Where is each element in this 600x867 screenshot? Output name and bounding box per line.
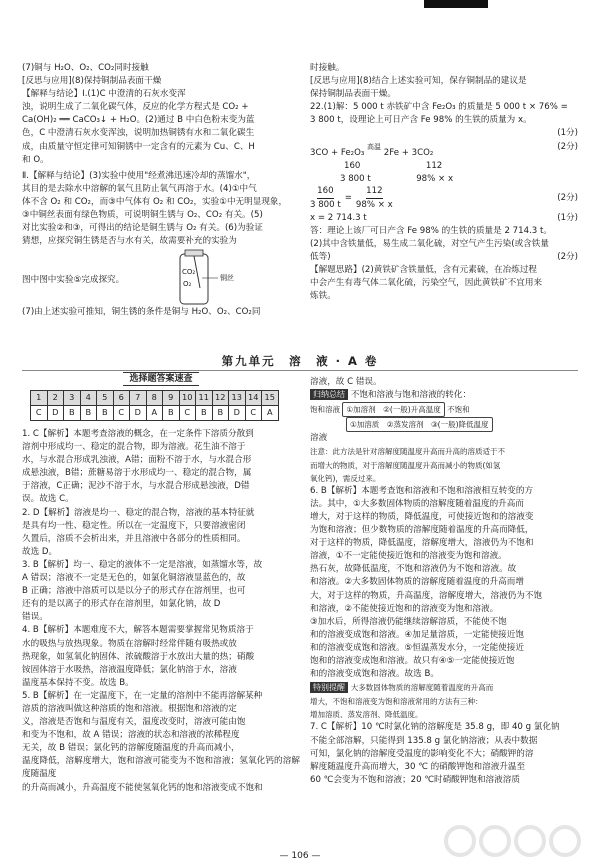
mass-3800: 3 800 t: [340, 173, 371, 184]
answer-letter-cell: B: [212, 406, 229, 421]
text-line: 和的溶液变成饱和溶液。④加足量溶质，一定能使接近饱: [310, 629, 524, 640]
text-line: 体不含 O₂ 和 CO₂，而③中气体有 O₂ 和 CO₂，实验①中无明显现象，: [22, 196, 288, 207]
text-line: 浊，说明生成了二氧化碳气体，反应的化学方程式是 CO₂ +: [22, 102, 249, 113]
tip-line: 大多数固体物质的溶解度随着温度的升高而: [350, 683, 494, 693]
text-line: 热石灰，故降低温度，不饱和溶液仍为不饱和溶液。故: [310, 564, 517, 575]
equation-row: [310, 141, 578, 160]
text-line: B 正确；溶液中溶质可以是以分子的形式存在溶剂里，也可: [22, 586, 246, 597]
fraction-num: 112: [366, 185, 382, 199]
text-line: 溶液: [310, 433, 328, 444]
score: (2分): [557, 193, 578, 204]
answer-number-cell: 9: [163, 391, 180, 406]
answer-number-cell: 8: [146, 391, 163, 406]
text-line: 义，溶液是否饱和与温度有关，温度改变时，溶液可能由饱: [22, 717, 246, 728]
answer-number-cell: 2: [47, 391, 64, 406]
answer-number-cell: 7: [130, 391, 147, 406]
experiment-figure-row: [22, 248, 300, 306]
text-line: 增大，对于这样的物质，降低温度，可使接近饱和的溶液变: [310, 511, 534, 522]
text-line: 解度随温度升高而增大，30 ℃ 的硝酸钾饱和溶液升温至: [310, 761, 526, 772]
text-line: 3 800 t，设理论上可日产含 Fe 98% 的生铁的质量为 x。: [310, 115, 532, 126]
text-line: 溶剂中形成均一、稳定的混合物，即为溶液。花生油不溶于: [22, 442, 246, 453]
conversion-right: 不饱和: [447, 405, 470, 415]
answer-number-cell: 5: [97, 391, 114, 406]
figure-label-o2: O₂: [183, 280, 192, 289]
divider: [22, 370, 578, 371]
text-line: 成，由质量守恒定律可知铜锈中一定含有的元素为 Cu、C、H: [22, 141, 255, 152]
text-line: 温度基本保持不变。故选 B。: [22, 677, 134, 688]
text-line: 6. B【解析】本题考查饱和溶液和不饱和溶液相互转变的方: [310, 485, 534, 496]
answer-number-cell: 12: [212, 391, 229, 406]
fraction-num: 160: [317, 185, 333, 199]
mass-x: 98% × x: [416, 173, 454, 184]
text-line: 对比实验②和③，可得出的结论是铜生锈与 O₂ 有关。(6)为验证: [22, 223, 263, 234]
text-line: 1. C【解析】本题考查溶液的概念，在一定条件下溶质分散到: [22, 429, 254, 439]
text-line: 时接触。: [310, 63, 345, 73]
text-line: [310, 160, 578, 173]
answer-letter-cell: B: [64, 406, 81, 421]
answer-letter-cell: D: [47, 406, 64, 421]
answer-number-cell: 4: [80, 391, 97, 406]
fraction-den: 3 800 t: [310, 200, 341, 211]
text-line: 误。故选 C。: [22, 494, 74, 505]
text-line: 无关，故 B 错误；氯化钙的溶解度随温度的升高而减小，: [22, 743, 240, 754]
text-line: 还有的是以离子的形式存在溶剂里，如氯化钠，故 D: [22, 599, 221, 610]
note-line: 而增大的物质，对于溶解度随温度升高而减小的物质(如氢: [310, 460, 501, 470]
answer-number-cell: 6: [113, 391, 130, 406]
note-line: 氧化钙)，需反过来。: [310, 473, 381, 483]
answer-letter-cell: B: [163, 406, 180, 421]
figure-label-co2: CO₂: [182, 268, 196, 277]
text-line: 于溶液，C正确；泥沙不溶于水，与水混合形成悬浊液，D错: [22, 481, 250, 492]
text-line: 【解题思路】(2)黄铁矿含铁量低，含有元素硫，在冶炼过程: [310, 265, 538, 276]
mass-160: 160: [344, 160, 361, 171]
text-line: Ⅱ.【解释与结论】(3)实验中使用"经煮沸迅速冷却的蒸馏水"，: [22, 170, 256, 181]
text-line: 其目的是去除水中溶解的氧气且防止氧气再溶于水。(4)①中气: [22, 183, 257, 194]
text-line: [310, 173, 578, 186]
right-column-top: [310, 62, 578, 304]
text-line: 久置后，溶质不会析出来，并且溶液中各部分的性质相同。: [22, 533, 246, 544]
text-line: ③加水后，所得溶液仍能继续溶解溶质，不能使不饱: [310, 616, 507, 627]
text-line: 和溶液，②不能使接近饱和的溶液变为饱和溶液。: [310, 603, 499, 614]
text-line: 热现象，如氢氧化钠固体、浓硫酸溶于水放出大量的热；硝酸: [22, 651, 255, 662]
unit-title: 第九单元 溶 液 · A 卷: [221, 354, 379, 368]
answer-letter-cell: B: [196, 406, 213, 421]
text-line: 水，与水混合形成乳浊液，A错；面粉不溶于水，与水混合形: [22, 455, 252, 466]
answer-number-cell: 1: [31, 391, 48, 406]
summary-badge: 归纳总结: [310, 389, 348, 400]
page-number: — 106 —: [279, 851, 321, 861]
score: (2分): [557, 141, 578, 152]
score: (1分): [557, 212, 578, 223]
text-line: (7)由上述实验可推知，铜生锈的条件是铜与 H₂O、O₂、CO₂同: [22, 307, 261, 318]
tip-line: 增大，不饱和溶液变为饱和溶液常用的方法有三种：: [310, 697, 483, 707]
text-line: [310, 402, 578, 417]
conversion-back: ①加溶质 ②蒸发溶剂 ③(一般)降低温度: [346, 417, 493, 432]
answer-letter-cell: C: [31, 406, 48, 421]
text-line: 色，C 中澄清石灰水变浑浊，说明加热铜锈有水和二氧化碳生: [22, 128, 255, 139]
text-line: 2. D【解析】溶液是均一、稳定的混合物，溶液的基本特征就: [22, 507, 255, 518]
text-line: 溶液，①不一定能使接近饱和的溶液变为饱和溶液。: [310, 551, 507, 562]
answer-letter-cell: C: [245, 406, 262, 421]
answer-letter-cell: D: [130, 406, 147, 421]
answer-table-title-text: 选择题答案速查: [123, 372, 198, 386]
text-line: [310, 389, 578, 402]
answer-number-cell: 3: [64, 391, 81, 406]
text-line: 低等): [310, 252, 331, 263]
text-line: 22.(1)解：5 000 t 赤铁矿中含 Fe₂O₃ 的质量是 5 000 t × 76% =: [310, 102, 568, 113]
answer-table-title: [22, 373, 300, 386]
text-line: 可知，氯化钠的溶解度受温度的影响变化不大；硝酸钾的溶: [310, 748, 534, 759]
text-line: (7)铜与 H₂O、O₂、CO₂同时接触: [22, 63, 149, 73]
figure-label-wire: 铜丝: [220, 274, 234, 283]
left-column-top: [22, 62, 300, 319]
text-line: 成悬浊液，B错；蔗糖易溶于水形成均一、稳定的混合物，属: [22, 468, 252, 479]
text-line: 溶质的溶液叫做这种溶质的饱和溶液。根据饱和溶液的定: [22, 703, 237, 714]
answer-letter-cell: C: [179, 406, 196, 421]
text-line: 【解释与结论】Ⅰ.(1)C 中澄清的石灰水变浑: [22, 89, 186, 100]
tip-line: 增加溶质、蒸发溶剂、降低温度。: [310, 710, 423, 720]
text-line: 答：理论上该厂可日产含 Fe 98% 的生铁的质量是 2 714.3 t。: [310, 225, 552, 236]
text-line: 法。其中，①大多数固体物质的溶解度随着温度的升高而: [310, 498, 524, 509]
figure-caption: 图中图中实验⑤完成探究。: [22, 275, 125, 286]
conversion-left: 饱和溶液: [310, 405, 340, 415]
left-column-bottom: [22, 428, 300, 795]
text-line: 3. B【解析】均一、稳定的液体不一定是溶液，如蒸馏水等，故: [22, 559, 263, 570]
answer-letter-cell: B: [97, 406, 114, 421]
text-line: 故选 D。: [22, 546, 58, 557]
result-row: [310, 212, 578, 225]
text-line: ③中铜丝表面有绿色物质，可说明铜生锈与 O₂、CO₂ 有关。(5): [22, 210, 263, 221]
text-line: 水的吸热与放热现象。物质在溶解时经常伴随有吸热或放: [22, 638, 237, 649]
summary-heading: 不饱和溶液与饱和溶液的转化：: [350, 390, 472, 401]
text-line: 和变为不饱和，故 A 错误；溶液的状态和溶液的浓稀程度: [22, 730, 240, 741]
text-line: 是具有均一性、稳定性。所以在一定温度下，只要溶液密闭: [22, 520, 246, 531]
text-line: 和溶液。②大多数固体物质的溶解度随着温度的升高而增: [310, 577, 524, 588]
right-column-bottom: [310, 376, 578, 787]
text-line: 铵固体溶于水吸热，溶液温度降低；氯化钠溶于水，溶液: [22, 664, 237, 675]
equation-left: 3CO + Fe₂O₃: [310, 147, 365, 158]
watermark-logo: [440, 821, 590, 861]
text-line: 大，对于这样的物质，升高温度，溶解度增大，溶液仍为不饱: [310, 590, 543, 601]
text-line: 不能全部溶解，只能得到 135.8 g 氯化钠溶液；从表中数据: [310, 735, 538, 746]
text-line: 猜想，应探究铜生锈是否与水有关，故需要补充的实验为: [22, 236, 237, 247]
score: (1分): [557, 128, 578, 139]
answer-table: [30, 390, 279, 421]
answer-letter-cell: B: [80, 406, 97, 421]
answer-letter-cell: A: [262, 406, 279, 421]
text-line: 和的溶液变成饱和溶液。⑤恒温蒸发水分，一定能使接近: [310, 642, 524, 653]
text-line: 饱和的溶液变成饱和溶液。故只有④⑤一定能使接近饱: [310, 655, 515, 666]
text-row: [310, 251, 578, 264]
answer-number-cell: 15: [262, 391, 279, 406]
text-line: 错误。: [22, 612, 48, 623]
answer-letter-cell: A: [146, 406, 163, 421]
note-line: 注意：此方法是针对溶解度随温度升高而升高的溶质适于不: [310, 447, 505, 457]
text-line: 和 O。: [22, 154, 49, 165]
text-line: 对于这样的物质，降低温度，溶解度增大，溶液仍为不饱和: [310, 538, 534, 549]
text-line: 为饱和溶液；但少数物质的溶解度随着温度的升高而降低，: [310, 525, 534, 536]
text-line: 60 ℃会变为不饱和溶液；20 ℃时硝酸钾饱和溶液溶质: [310, 774, 520, 785]
answer-number-cell: 11: [196, 391, 213, 406]
text-line: [反思与应用](8)保持铜制品表面干燥: [22, 76, 162, 87]
page-header-bar: [424, 0, 488, 8]
answer-number-cell: 13: [229, 391, 246, 406]
result: x = 2 714.3 t: [310, 212, 367, 223]
text-line: 7. C【解析】10 ℃时氯化钠的溶解度是 35.8 g，即 40 g 氯化钠: [310, 722, 560, 733]
text-line: 炼铁。: [310, 291, 336, 302]
text-line: [反思与应用](8)结合上述实验可知，保存铜制品的建议是: [310, 76, 527, 87]
text-line: Ca(OH)₂ ══ CaCO₃↓ + H₂O。(2)通过 B 中白色粉末变为蓝: [22, 115, 255, 126]
text-line: 4. B【解析】本题难度不大，解答本题需要掌握常见物质溶于: [22, 625, 254, 636]
answer-number-cell: 10: [179, 391, 196, 406]
equation-right: 2Fe + 3CO₂: [383, 147, 434, 158]
equation-condition: 高温: [367, 142, 382, 151]
text-line: 的升高而减小，升高温度不能使氢氧化钙的饱和溶液变成不饱和: [22, 782, 263, 793]
fraction-den: 98% × x: [355, 200, 393, 211]
proportion-row: $\frac{160}{3 800 t}$ = $\frac{112}{98\% \times x}$ (2分): [310, 186, 578, 212]
text-line: 5. B【解析】在一定温度下，在一定量的溶剂中不能再溶解某种: [22, 690, 263, 701]
answer-letter-cell: C: [113, 406, 130, 421]
answer-number-cell: 14: [245, 391, 262, 406]
tip-badge: 特别提醒: [310, 682, 348, 693]
text-line: A 错误；溶液不一定是无色的，如氯化铜溶液显蓝色的，故: [22, 573, 246, 584]
text-line: 保持铜制品表面干燥。: [310, 89, 396, 100]
text-line: [310, 681, 578, 695]
answer-letter-cell: D: [229, 406, 246, 421]
text-line: 温度降低，溶解度增大，饱和溶液可能变为不饱和溶液；氢氧化钙的溶解度随温度: [22, 756, 300, 780]
text-line: (2)其中含铁量低，易生成二氧化硫，对空气产生污染(或含铁量: [310, 239, 549, 250]
text-line: [310, 417, 578, 432]
mass-112: 112: [425, 160, 443, 171]
score: (2分): [557, 252, 578, 263]
conversion-forward: ①加溶剂 ②(一般)升高温度: [342, 402, 444, 417]
text-line: 溶液，故 C 错误。: [310, 377, 382, 387]
text-line: 和的溶液变成饱和溶液。故选 B。: [310, 669, 439, 680]
text-line: 中会产生有毒气体二氧化硫，污染空气，因此黄铁矿不宜用来: [310, 278, 543, 289]
